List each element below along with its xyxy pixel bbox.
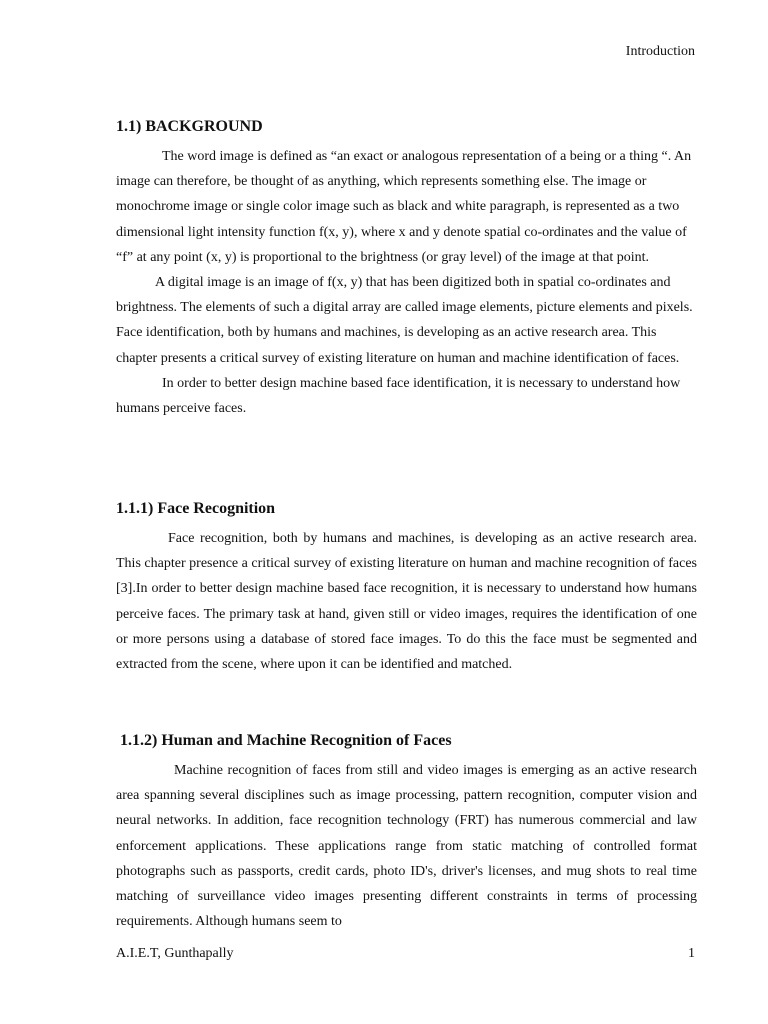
section-face-recognition (116, 499, 697, 677)
section-heading: 1.1.1) Face Recognition (116, 500, 276, 517)
section-background (116, 117, 697, 421)
section-heading: 1.1) BACKGROUND (116, 118, 263, 135)
page-number: 1 (688, 946, 695, 961)
section-human-machine-recognition (116, 731, 697, 934)
footer-institution: A.I.E.T, Gunthapally (116, 946, 234, 961)
running-header: Introduction (625, 44, 695, 59)
paragraph: In order to better design machine based face identification, it is necessary to understand how humans perceive faces. (116, 375, 681, 417)
paragraph: Face recognition, both by humans and machines, is developing as an active research area. This chapter presence a critical survey of existing literature on human and machine recognition of faces [3].In order to better design machine based face recognition, it is necessary to understand how humans perceive faces. The primary task at hand, given still or video images, requires the identification of one or more persons using a database of stored face images. To do this the face must be segmented and extracted from the scene, where upon it can be identified and matched. (116, 531, 697, 673)
section-heading: 1.1.2) Human and Machine Recognition of Faces (120, 732, 452, 749)
paragraph: A digital image is an image of f(x, y) that has been digitized both in spatial co-ordinates and brightness. The elements of such a digital array are called image elements, picture elements and pixels. Face identification, both by humans and machines, is developing as an active research area. This chapter presents a critical survey of existing literature on human and machine identification of faces. (116, 275, 693, 366)
paragraph: The word image is defined as “an exact or analogous representation of a being or a thing “. An image can therefore, be thought of as anything, which represents something else. The image or monochrome image or single color image such as black and white paragraph, is represented as a two dimensional light intensity function f(x, y), where x and y denote spatial co-ordinates and the value of “f” at any point (x, y) is proportional to the brightness (or gray level) of the image at that point. (116, 149, 692, 265)
paragraph: Machine recognition of faces from still and video images is emerging as an active research area spanning several disciplines such as image processing, pattern recognition, computer vision and neural networks. In addition, face recognition technology (FRT) has numerous commercial and law enforcement applications. These applications range from static matching of controlled format photographs such as passports, credit cards, photo ID's, driver's licenses, and mug shots to real time matching of surveillance video images presenting different constraints in terms of processing requirements. Although humans seem to (116, 763, 697, 930)
